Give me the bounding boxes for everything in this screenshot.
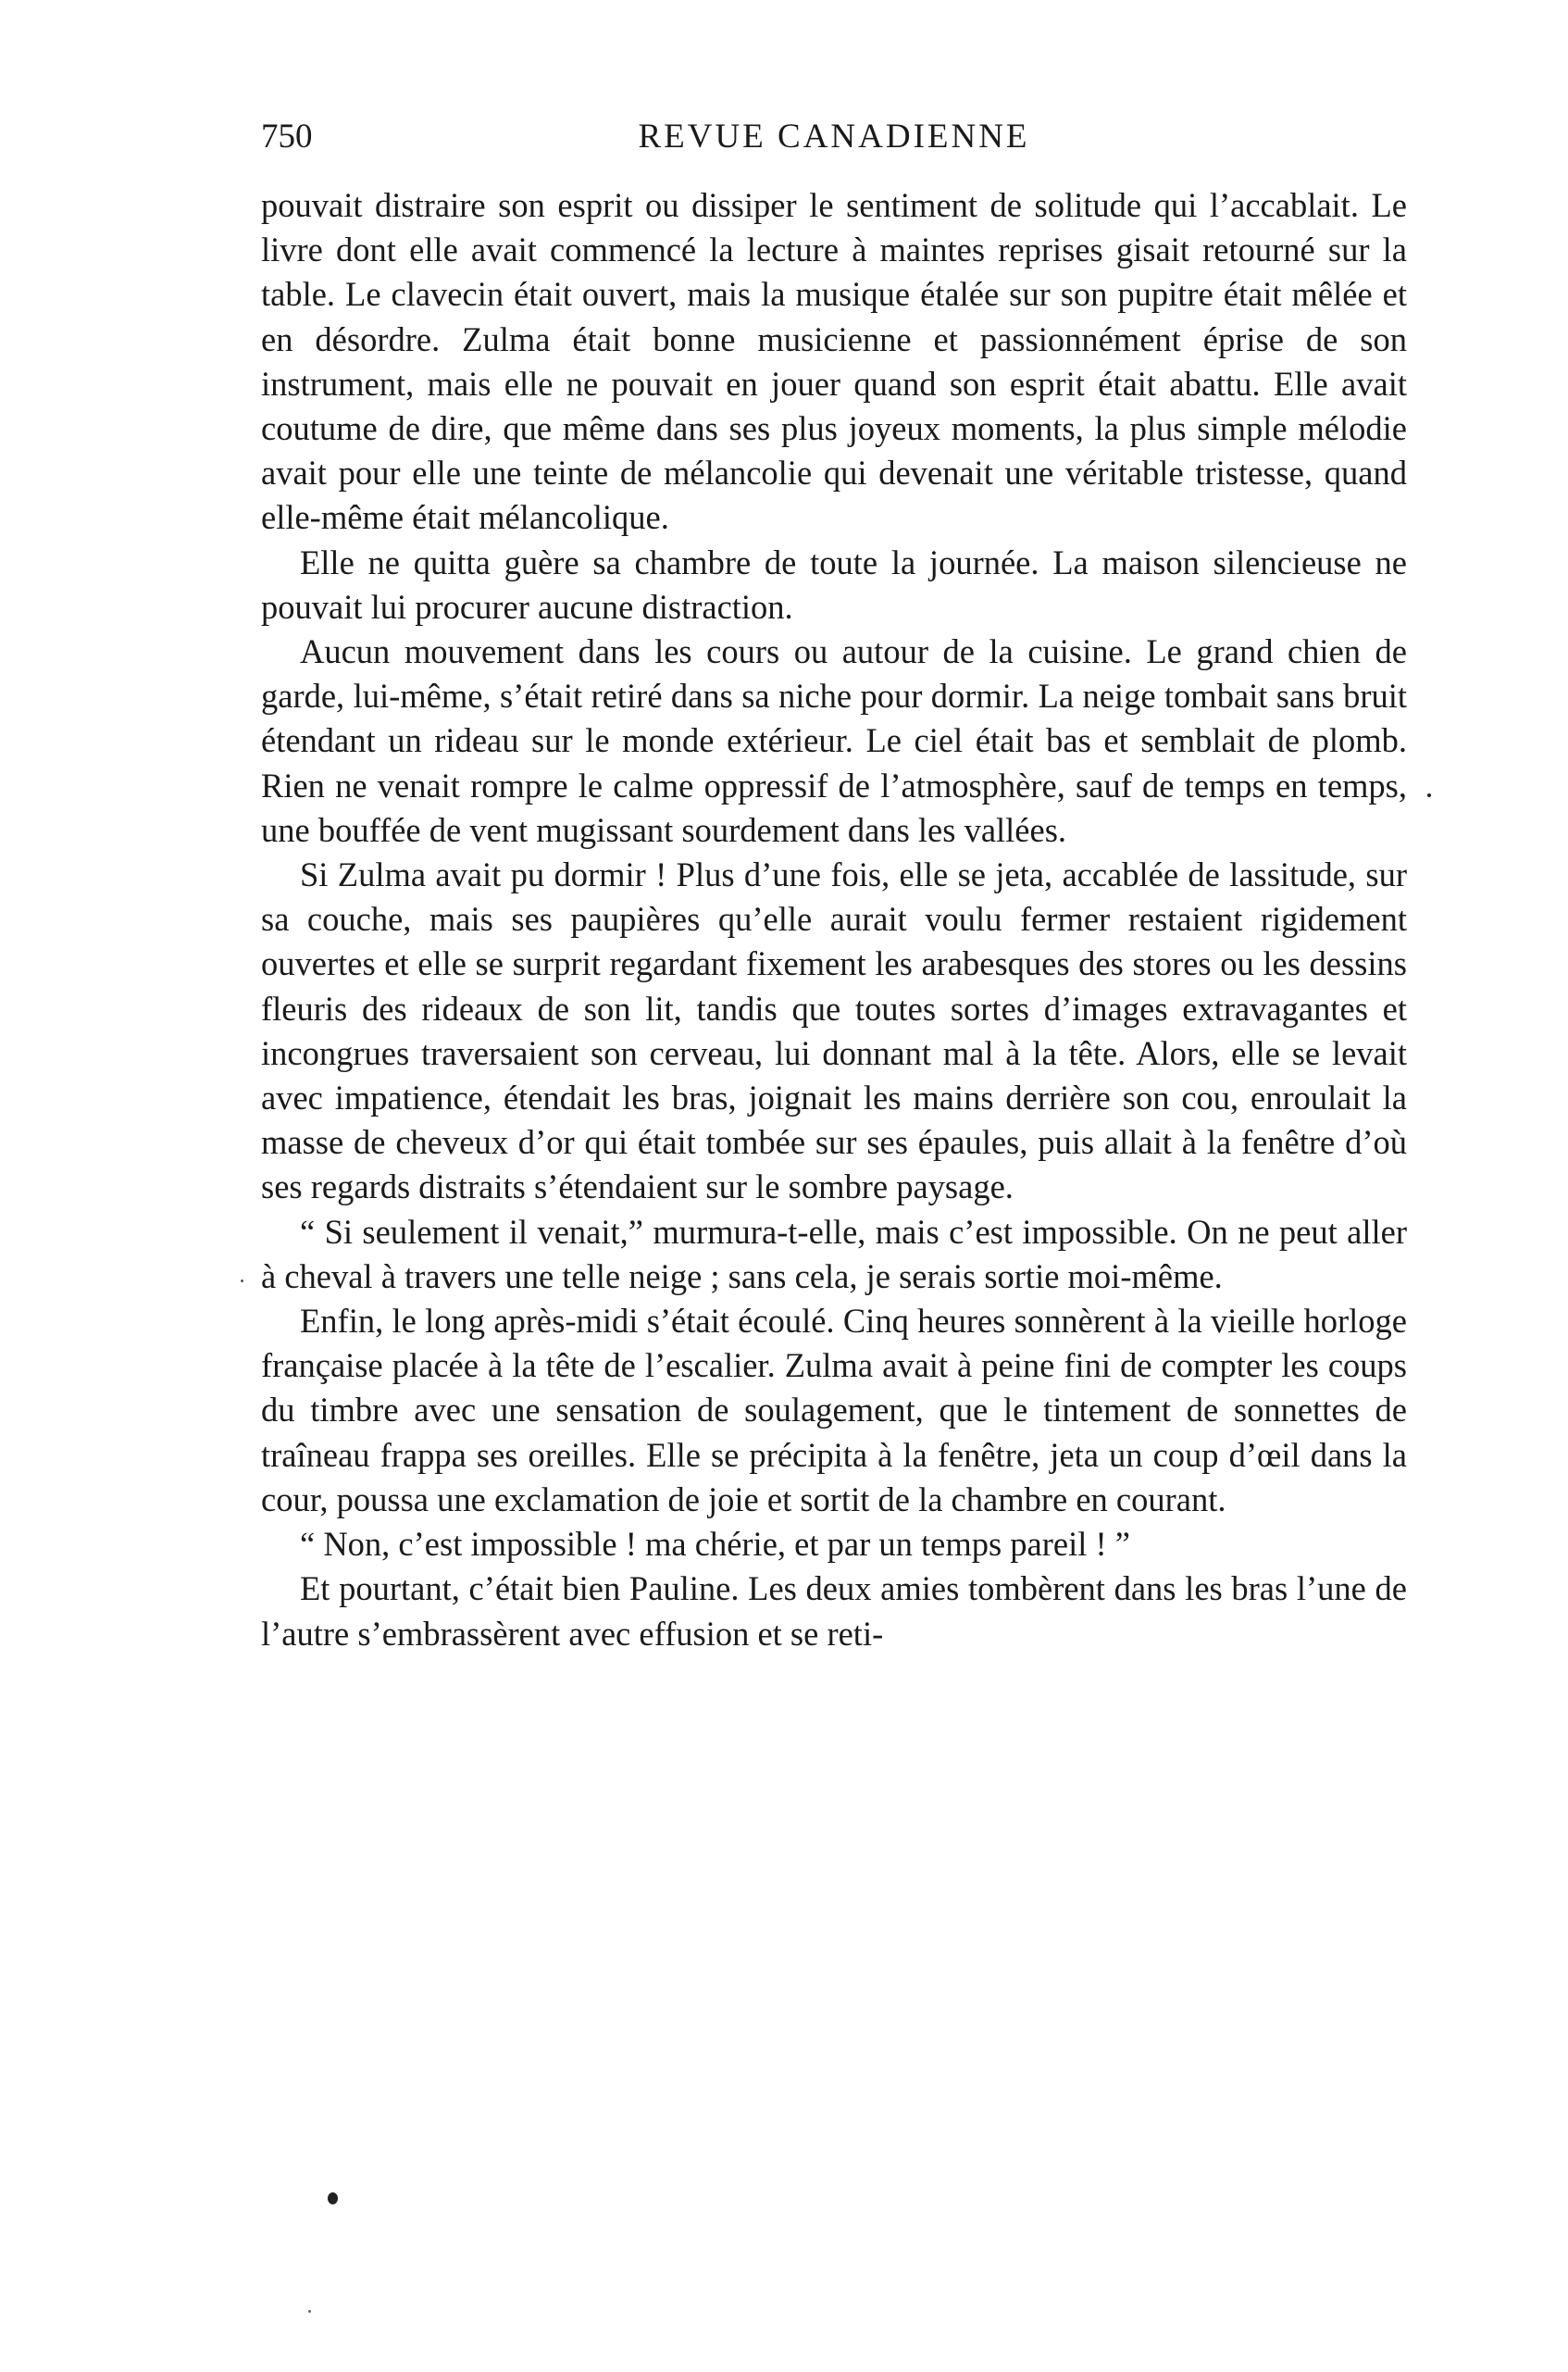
- paragraph: Si Zulma avait pu dormir ! Plus d’une fois, elle se jeta, accablée de lassitude, sur sa couche, mais ses paupières qu’elle aurait voulu fermer restaient rigidement ouvertes et elle se surprit regardant fixement les arabesques des stores ou les dessins fleuris des rideaux de son lit, tandis que toutes sortes d’images extravagantes et incongrues traversaient son cerveau, lui donnant mal à la tête. Alors, elle se levait avec impatience, étendait les bras, joignait les mains derrière son cou, enroulait la masse de cheveux d’or qui était tombée sur ses épaules, puis allait à la fenêtre d’où ses regards distraits s’étendaient sur le sombre paysage.: [261, 855, 1407, 1206]
- paragraph: Aucun mouvement dans les cours ou autour de la cuisine. Le grand chien de garde, lui-même, s’était retiré dans sa niche pour dormir. La neige tombait sans bruit étendant un rideau sur le monde extérieur. Le ciel était bas et semblait de plomb. Rien ne venait rompre le calme oppressif de l’atmosphère, sauf de temps en temps, une bouffée de vent mugissant sourdement dans les vallées.: [261, 632, 1407, 849]
- page-header: [261, 109, 1407, 165]
- body-text: [261, 183, 1407, 1656]
- ink-speck: [241, 1280, 243, 1282]
- ink-blot: [328, 2192, 338, 2204]
- paragraph: “ Si seulement il venait,” murmura-t-elle, mais c’est impossible. On ne peut aller à cheval à travers une telle neige ; sans cela, je serais sortie moi-même.: [261, 1212, 1407, 1295]
- page-number: 750: [261, 118, 313, 156]
- paragraph: pouvait distraire son esprit ou dissiper le sentiment de solitude qui l’accablait. Le livre dont elle avait commencé la lecture à maintes reprises gisait retourné sur la table. Le clavecin était ouvert, mais la musique étalée sur son pupitre était mêlée et en désordre. Zulma était bonne musicienne et passionnément éprise de son instrument, mais elle ne pouvait en jouer quand son esprit était abattu. Elle avait coutume de dire, que même dans ses plus joyeux moments, la plus simple mélodie avait pour elle une teinte de mélancolie qui devenait une véritable tristesse, quand elle-même était mélancolique.: [261, 186, 1407, 537]
- ink-speck: [308, 2310, 311, 2313]
- ink-speck: [1427, 793, 1431, 797]
- running-title: REVUE CANADIENNE: [638, 118, 1030, 156]
- paragraph: Et pourtant, c’était bien Pauline. Les deux amies tombèrent dans les bras l’une de l’autre s’embrassèrent avec effusion et se reti-: [261, 1569, 1407, 1653]
- paragraph: Enfin, le long après-midi s’était écoulé. Cinq heures sonnèrent à la vieille horloge française placée à la tête de l’escalier. Zulma avait à peine fini de compter les coups du timbre avec une sensation de soulagement, que le tintement de sonnettes de traîneau frappa ses oreilles. Elle se précipita à la fenêtre, jeta un coup d’œil dans la cour, poussa une exclamation de joie et sortit de la chambre en courant.: [261, 1302, 1407, 1518]
- paragraph: Elle ne quitta guère sa chambre de toute la journée. La maison silencieuse ne pouvait lui procurer aucune distraction.: [261, 543, 1407, 626]
- paragraph: “ Non, c’est impossible ! ma chérie, et par un temps pareil ! ”: [300, 1525, 1130, 1564]
